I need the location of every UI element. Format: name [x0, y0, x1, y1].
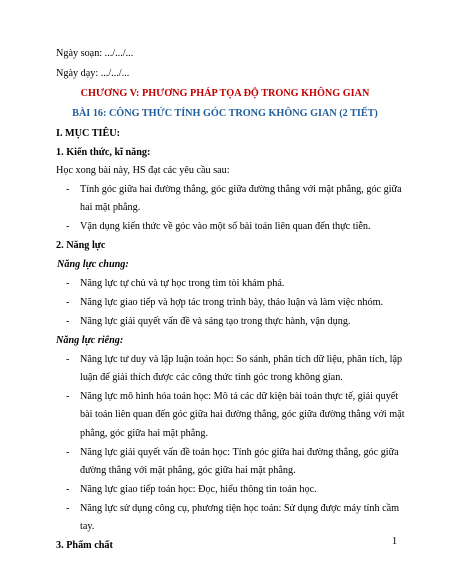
- list-item: Năng lực tư duy và lập luận toán học: So sánh, phân tích dữ liệu, phân tích, lập: [80, 354, 403, 365]
- list-item: Tính góc giữa hai đường thẳng, góc giữa đường thẳng với mặt phẳng, góc giữa: [80, 184, 402, 195]
- list-item-continuation: luận để giải thích được các công thức tính góc trong không gian.: [80, 372, 343, 383]
- competence-heading: 2. Năng lực: [56, 240, 106, 251]
- list-item: Năng lực giải quyết vấn đề và sáng tạo trong thực hành, vận dụng.: [80, 316, 351, 327]
- specific-competence-heading: Năng lực riêng:: [56, 335, 124, 346]
- list-item: Vận dụng kiến thức về góc vào một số bài toán liên quan đến thực tiễn.: [80, 221, 371, 232]
- list-item: Năng lực giao tiếp toán học: Đọc, hiểu thông tin toán học.: [80, 484, 317, 495]
- bullet-dash: -: [66, 184, 70, 195]
- bullet-dash: -: [66, 484, 70, 495]
- bullet-dash: -: [66, 278, 70, 289]
- knowledge-heading: 1. Kiến thức, kĩ năng:: [56, 147, 151, 158]
- list-item: Năng lực mô hình hóa toán học: Mô tả các dữ kiện bài toán thực tế, giải quyết: [80, 391, 399, 402]
- objectives-heading: I. MỤC TIÊU:: [56, 128, 121, 139]
- list-item-continuation: đường thẳng với mặt phẳng, góc giữa hai mặt phẳng.: [80, 465, 296, 476]
- bullet-dash: -: [66, 354, 70, 365]
- list-item: Năng lực giải quyết vấn đề toán học: Tính góc giữa hai đường thẳng, góc giữa: [80, 447, 399, 458]
- bullet-dash: -: [66, 391, 70, 402]
- list-item-continuation: tay.: [80, 521, 95, 532]
- bullet-dash: -: [66, 503, 70, 514]
- quality-heading: 3. Phẩm chất: [56, 540, 113, 551]
- page-number: 1: [392, 536, 398, 547]
- prep-date: Ngày soạn: .../.../...: [56, 48, 134, 59]
- list-item-continuation: phẳng, góc giữa hai mặt phẳng.: [80, 428, 209, 439]
- bullet-dash: -: [66, 221, 70, 232]
- bullet-dash: -: [66, 316, 70, 327]
- bullet-dash: -: [66, 297, 70, 308]
- teach-date: Ngày dạy: .../.../...: [56, 68, 130, 79]
- list-item: Năng lực giao tiếp và hợp tác trong trình bày, thảo luận và làm việc nhóm.: [80, 297, 384, 308]
- list-item: Năng lực tự chủ và tự học trong tìm tòi khám phá.: [80, 278, 285, 289]
- list-item: Năng lực sử dụng công cụ, phương tiện học toán: Sử dụng được máy tính cầm: [80, 503, 400, 514]
- list-item-continuation: bài toán liên quan đến góc giữa hai đường thẳng, góc giữa đường thẳng với mặt: [80, 409, 405, 420]
- bullet-dash: -: [66, 447, 70, 458]
- list-item-continuation: hai mặt phẳng.: [80, 202, 141, 213]
- general-competence-heading: Năng lực chung:: [57, 259, 129, 270]
- knowledge-intro: Học xong bài này, HS đạt các yêu cầu sau:: [56, 165, 230, 176]
- lesson-title: BÀI 16: CÔNG THỨC TÍNH GÓC TRONG KHÔNG GIAN (2 TIẾT): [72, 108, 378, 119]
- chapter-title: CHƯƠNG V: PHƯƠNG PHÁP TỌA ĐỘ TRONG KHÔNG GIAN: [80, 88, 370, 99]
